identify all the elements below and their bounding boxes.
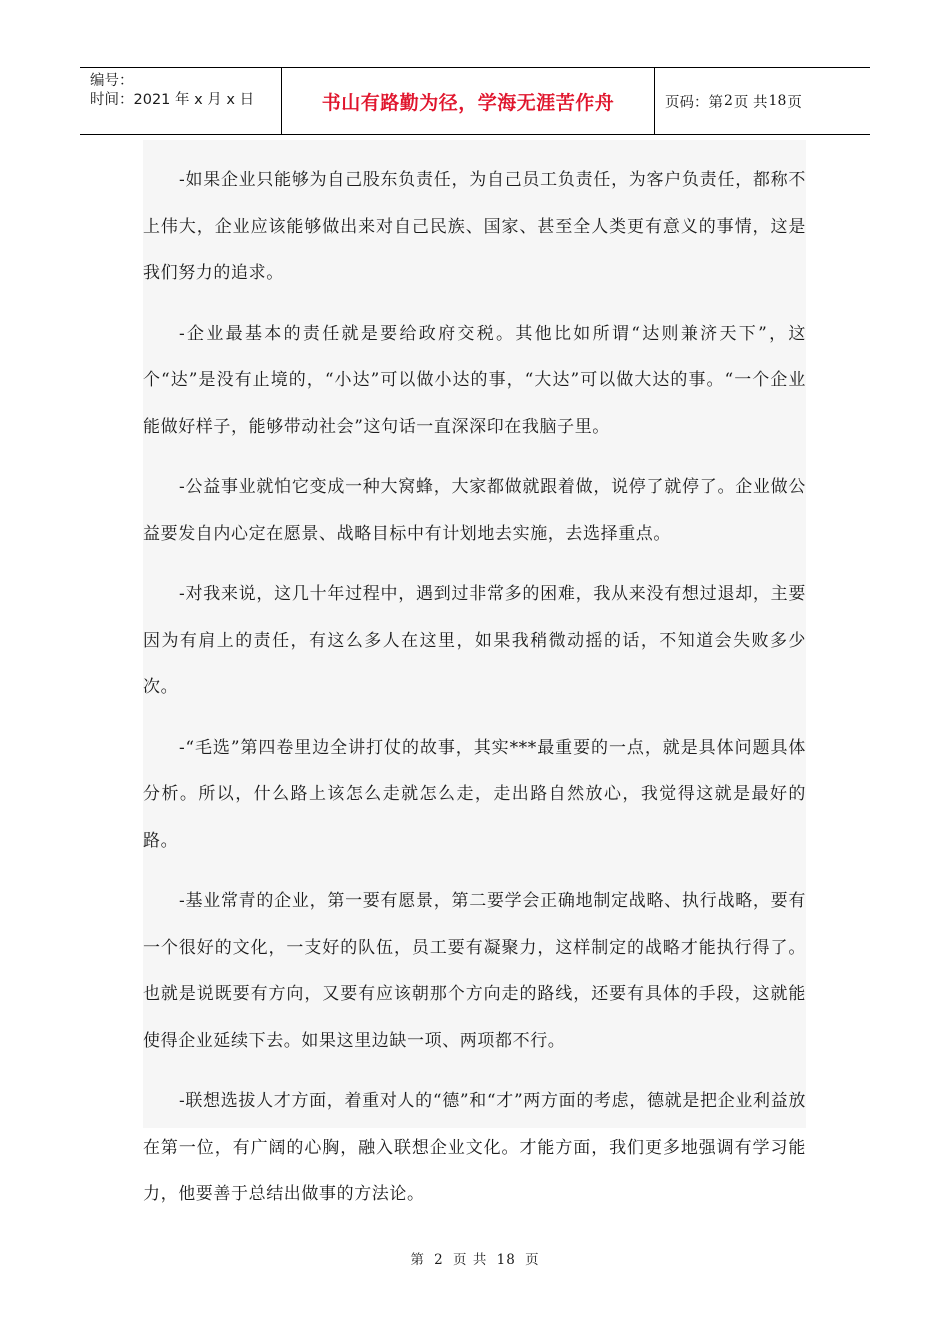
serial-number-label: 编号：: [90, 73, 134, 89]
document-header: [80, 67, 870, 135]
page-label: 页码：第: [665, 94, 723, 111]
paragraph-5: -“毛选”第四卷里边全讲打仗的故事，其实***最重要的一点，就是具体问题具体分析。所以，什么路上该怎么走就怎么走，走出路自然放心，我觉得这就是最好的路。: [143, 737, 806, 851]
document-body: [143, 140, 806, 1204]
footer-mid: 页 共: [453, 1252, 488, 1268]
footer-total-pages: 18: [496, 1252, 516, 1268]
header-page-indicator: [655, 68, 870, 134]
page-suffix: 页: [787, 94, 802, 111]
paragraph-2: -企业最基本的责任就是要给政府交税。其他比如所谓“达则兼济天下”，这个“达”是没有止境的，“小达”可以做小达的事，“大达”可以做大达的事。“一个企业能做好样子，能够带动社会”这句话一直深深印在我脑子里。: [143, 323, 806, 437]
footer-suffix: 页: [525, 1252, 540, 1268]
page-footer: [0, 1248, 950, 1268]
paragraph-3: -公益事业就怕它变成一种大窝蜂，大家都做就跟着做，说停了就停了。企业做公益要发自内心定在愿景、战略目标中有计划地去实施，去选择重点。: [143, 477, 806, 544]
paragraph-4: -对我来说，这几十年过程中，遇到过非常多的困难，我从来没有想过退却，主要因为有肩上的责任，有这么多人在这里，如果我稍微动摇的话，不知道会失败多少次。: [143, 584, 806, 697]
page-mid-label: 页 共: [733, 94, 768, 111]
page-current: 2: [724, 93, 733, 109]
paragraph-7: -联想选拔人才方面，着重对人的“德”和“才”两方面的考虑，德就是把企业利益放在第一位，有广阔的心胸，融入联想企业文化。才能方面，我们更多地强调有学习能力，他要善于总结出做事的方法论。: [143, 1091, 806, 1204]
footer-current-page: 2: [434, 1252, 444, 1268]
header-meta-cell: [80, 68, 282, 134]
date-label: 时间：2021 年 x 月 x 日: [90, 92, 255, 108]
paragraph-1: -如果企业只能够为自己股东负责任，为自己员工负责任，为客户负责任，都称不上伟大，企业应该能够做出来对自己民族、国家、甚至全人类更有意义的事情，这是我们努力的追求。: [143, 170, 806, 283]
paragraph-6: -基业常青的企业，第一要有愿景，第二要学会正确地制定战略、执行战略，要有一个很好的文化，一支好的队伍，员工要有凝聚力，这样制定的战略才能执行得了。也就是说既要有方向，又要有应该朝那个方向走的路线，还要有具体的手段，这就能使得企业延续下去。如果这里边缺一项、两项都不行。: [143, 891, 806, 1051]
footer-prefix: 第: [410, 1252, 425, 1268]
page-total: 18: [768, 93, 787, 109]
header-motto: 书山有路勤为径，学海无涯苦作舟: [282, 68, 655, 134]
